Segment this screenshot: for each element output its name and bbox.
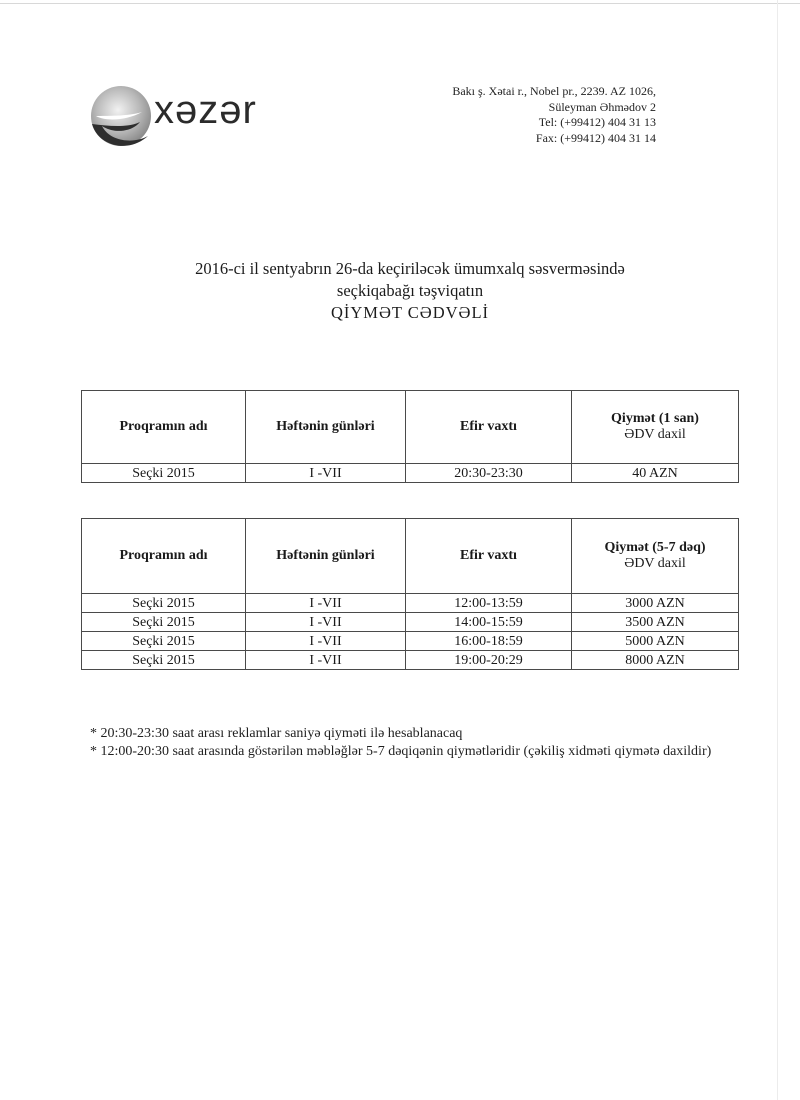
cell-program: Seçki 2015 (82, 613, 246, 632)
table-row (82, 613, 739, 632)
cell-time: 12:00-13:59 (406, 594, 572, 613)
header-price (572, 391, 739, 464)
cell-price: 40 AZN (572, 464, 739, 483)
price-header-label: Qiymət (5-7 dəq) (604, 540, 706, 555)
cell-program: Seçki 2015 (82, 594, 246, 613)
address-line: Süleyman Əhmədov 2 (548, 99, 656, 114)
vat-included-label: ƏDV daxil (624, 427, 686, 442)
cell-price: 3500 AZN (572, 613, 739, 632)
cell-time: 14:00-15:59 (406, 613, 572, 632)
phone-line: Tel: (+99412) 404 31 13 (538, 115, 656, 129)
footnote: * 20:30-23:30 saat arası reklamlar saniyə qiyməti ilə hesablanacaq (90, 726, 463, 741)
scan-edge-top (0, 3, 800, 4)
header-price (572, 519, 739, 594)
table-header-row (82, 519, 739, 594)
heading-line-2: seçkiqabağı təşviqatın (336, 281, 484, 300)
company-logo (88, 80, 288, 160)
cell-price: 5000 AZN (572, 632, 739, 651)
price-table-per-second (81, 390, 739, 483)
cell-time: 20:30-23:30 (406, 464, 572, 483)
header-weekdays: Həftənin günləri (246, 519, 406, 594)
logo-wordmark: xəzər (154, 88, 257, 132)
cell-days: I -VII (246, 632, 406, 651)
fax-line: Fax: (+99412) 404 31 14 (535, 130, 656, 145)
vat-included-label: ƏDV daxil (624, 556, 686, 571)
heading-line-1: 2016-ci il sentyabrın 26-da keçiriləcək ümumxalq səsvermәsində (195, 259, 625, 278)
table-row (82, 632, 739, 651)
price-header-label: Qiymət (1 san) (611, 411, 699, 426)
cell-days: I -VII (246, 613, 406, 632)
cell-days: I -VII (246, 464, 406, 483)
header-program-name: Proqramın adı (82, 519, 246, 594)
document-title: QİYMƏT CƏDVƏLİ (330, 303, 490, 322)
cell-time: 19:00-20:29 (406, 651, 572, 670)
header-air-time: Efir vaxtı (406, 391, 572, 464)
price-table-per-slot (81, 518, 739, 670)
document-heading (80, 258, 740, 324)
table-row (82, 594, 739, 613)
scan-edge-right (777, 0, 778, 1100)
table-row (82, 464, 739, 483)
cell-days: I -VII (246, 651, 406, 670)
header-weekdays: Həftənin günləri (246, 391, 406, 464)
header-program-name: Proqramın adı (82, 391, 246, 464)
cell-price: 3000 AZN (572, 594, 739, 613)
cell-time: 16:00-18:59 (406, 632, 572, 651)
cell-days: I -VII (246, 594, 406, 613)
company-address (400, 84, 656, 146)
cell-price: 8000 AZN (572, 651, 739, 670)
table-header-row (82, 391, 739, 464)
logo-emblem-icon (88, 80, 158, 160)
cell-program: Seçki 2015 (82, 651, 246, 670)
cell-program: Seçki 2015 (82, 464, 246, 483)
cell-program: Seçki 2015 (82, 632, 246, 651)
footnote: * 12:00-20:30 saat arasında göstərilən məbləğlər 5-7 dəqiqənin qiymətləridir (çəkiliş xidməti qiymətə daxildir) (90, 743, 712, 759)
address-line: Bakı ş. Xətai r., Nobel pr., 2239. AZ 1026, (452, 84, 656, 98)
table-row (82, 651, 739, 670)
footnotes (90, 725, 730, 760)
header-air-time: Efir vaxtı (406, 519, 572, 594)
